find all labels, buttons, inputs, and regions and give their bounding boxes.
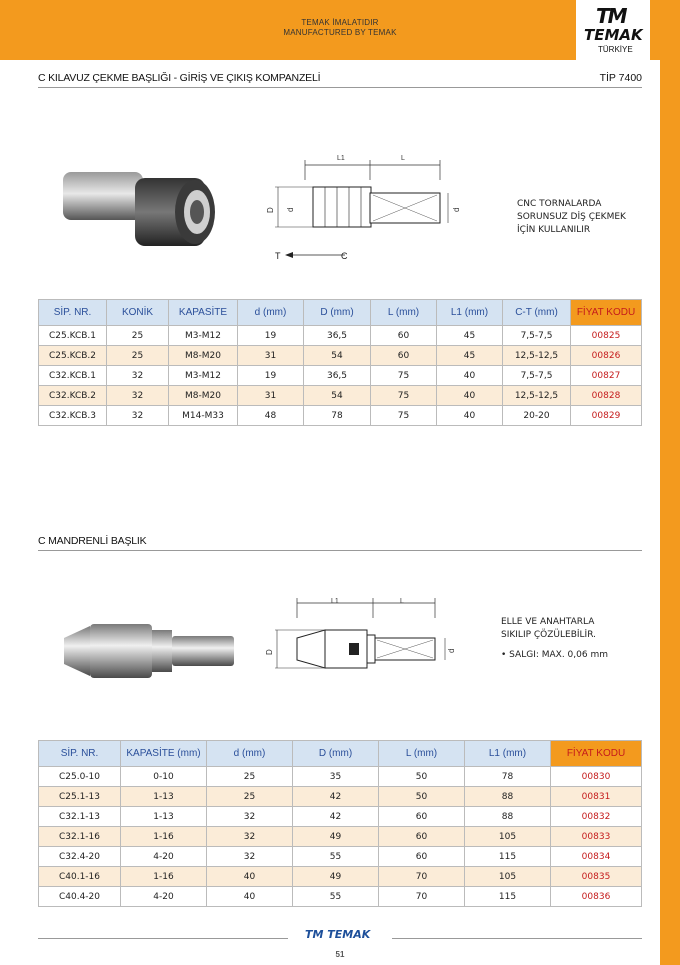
header-line-2: MANUFACTURED BY TEMAK bbox=[283, 28, 397, 37]
page-number: 51 bbox=[335, 950, 345, 959]
note2-line-2: SIKILIP ÇÖZÜLEBİLİR. bbox=[501, 630, 596, 640]
cell: 7,5-7,5 bbox=[503, 326, 571, 346]
cell: 70 bbox=[379, 887, 465, 907]
cell: 75 bbox=[371, 366, 437, 386]
price-cell: 00831 bbox=[551, 787, 642, 807]
cell: C25.1-13 bbox=[39, 787, 121, 807]
col-order-no: SİP. NR. bbox=[39, 741, 121, 767]
cell: 32 bbox=[107, 406, 169, 426]
footer-divider-right bbox=[392, 938, 642, 939]
section2-divider bbox=[38, 550, 642, 551]
diag1-d-label: d bbox=[286, 207, 295, 212]
cell: 50 bbox=[379, 787, 465, 807]
cell: C40.4-20 bbox=[39, 887, 121, 907]
price-cell: 00834 bbox=[551, 847, 642, 867]
table-row bbox=[39, 847, 642, 867]
col-L1: L1 (mm) bbox=[465, 741, 551, 767]
cell: 1-16 bbox=[121, 867, 207, 887]
cell: 1-13 bbox=[121, 787, 207, 807]
diag2-l-label: L bbox=[400, 598, 404, 605]
cell: 70 bbox=[379, 867, 465, 887]
diag2-D-label: D bbox=[265, 649, 274, 655]
table-row bbox=[39, 827, 642, 847]
price-cell: 00829 bbox=[571, 406, 642, 426]
cell: C25.KCB.2 bbox=[39, 346, 107, 366]
cell: 4-20 bbox=[121, 887, 207, 907]
col-d: d (mm) bbox=[238, 300, 304, 326]
cell: 115 bbox=[465, 887, 551, 907]
table-row bbox=[39, 807, 642, 827]
section2-title: C MANDRENLİ BAŞLIK bbox=[38, 535, 147, 547]
cell: 75 bbox=[371, 406, 437, 426]
cell: 19 bbox=[238, 326, 304, 346]
table-row bbox=[39, 406, 642, 426]
cell: 49 bbox=[293, 867, 379, 887]
section2-table bbox=[38, 740, 642, 907]
cell: M3-M12 bbox=[169, 326, 238, 346]
section1-table bbox=[38, 299, 642, 426]
table-row bbox=[39, 787, 642, 807]
cell: 25 bbox=[107, 346, 169, 366]
cell: M14-M33 bbox=[169, 406, 238, 426]
col-order-no: SİP. NR. bbox=[39, 300, 107, 326]
cell: M8-M20 bbox=[169, 386, 238, 406]
cell: 36,5 bbox=[304, 326, 371, 346]
cell: 54 bbox=[304, 386, 371, 406]
cell: C32.KCB.3 bbox=[39, 406, 107, 426]
cell: 0-10 bbox=[121, 767, 207, 787]
cell: C32.KCB.2 bbox=[39, 386, 107, 406]
logo-mark: TM bbox=[596, 4, 626, 28]
cell: 1-13 bbox=[121, 807, 207, 827]
table-row bbox=[39, 767, 642, 787]
temak-logo bbox=[576, 0, 650, 60]
cell: 45 bbox=[437, 346, 503, 366]
cell: M8-M20 bbox=[169, 346, 238, 366]
col-konik: KONİK bbox=[107, 300, 169, 326]
price-cell: 00832 bbox=[551, 807, 642, 827]
cell: 4-20 bbox=[121, 847, 207, 867]
cell: 78 bbox=[465, 767, 551, 787]
note2-line-3: • SALGI: MAX. 0,06 mm bbox=[501, 650, 608, 660]
price-cell: 00826 bbox=[571, 346, 642, 366]
footer-divider-left bbox=[38, 938, 288, 939]
cell: 19 bbox=[238, 366, 304, 386]
cell: 45 bbox=[437, 326, 503, 346]
table-row bbox=[39, 887, 642, 907]
diag1-l1-label: L1 bbox=[337, 155, 345, 162]
cell: 60 bbox=[371, 346, 437, 366]
col-d: d (mm) bbox=[207, 741, 293, 767]
col-D: D (mm) bbox=[304, 300, 371, 326]
header-line-1: TEMAK İMALATIDIR bbox=[301, 18, 379, 27]
cell: 31 bbox=[238, 346, 304, 366]
section1-title: C KILAVUZ ÇEKME BAŞLIĞI - GİRİŞ VE ÇIKIŞ KOMPANZELİ bbox=[38, 72, 321, 84]
cell: 42 bbox=[293, 807, 379, 827]
cell: C32.1-16 bbox=[39, 827, 121, 847]
cell: C25.KCB.1 bbox=[39, 326, 107, 346]
cell: 32 bbox=[207, 807, 293, 827]
cell: C32.KCB.1 bbox=[39, 366, 107, 386]
price-cell: 00836 bbox=[551, 887, 642, 907]
cell: 12,5-12,5 bbox=[503, 386, 571, 406]
cell: 50 bbox=[379, 767, 465, 787]
cell: 1-16 bbox=[121, 827, 207, 847]
col-ct: C-T (mm) bbox=[503, 300, 571, 326]
table-row bbox=[39, 326, 642, 346]
cell: 36,5 bbox=[304, 366, 371, 386]
col-price-code: FİYAT KODU bbox=[551, 741, 642, 767]
cell: C32.1-13 bbox=[39, 807, 121, 827]
cell: 60 bbox=[379, 807, 465, 827]
cell: 88 bbox=[465, 787, 551, 807]
diag1-c-label: C bbox=[341, 251, 348, 261]
cell: 32 bbox=[207, 847, 293, 867]
col-L: L (mm) bbox=[379, 741, 465, 767]
section2-note bbox=[501, 616, 608, 662]
cell: 75 bbox=[371, 386, 437, 406]
cell: 40 bbox=[437, 366, 503, 386]
cell: 55 bbox=[293, 847, 379, 867]
cell: M3-M12 bbox=[169, 366, 238, 386]
col-L: L (mm) bbox=[371, 300, 437, 326]
price-cell: 00825 bbox=[571, 326, 642, 346]
cell: 105 bbox=[465, 827, 551, 847]
col-D: D (mm) bbox=[293, 741, 379, 767]
header-bar bbox=[0, 0, 680, 60]
chuck-holder-photo bbox=[60, 620, 240, 682]
note1-line-2: SORUNSUZ DİŞ ÇEKMEK bbox=[517, 212, 626, 222]
price-cell: 00835 bbox=[551, 867, 642, 887]
col-L1: L1 (mm) bbox=[437, 300, 503, 326]
cell: 42 bbox=[293, 787, 379, 807]
cell: 54 bbox=[304, 346, 371, 366]
cell: 40 bbox=[207, 887, 293, 907]
cell: 32 bbox=[107, 366, 169, 386]
cell: 55 bbox=[293, 887, 379, 907]
col-kapasite: KAPASİTE (mm) bbox=[121, 741, 207, 767]
chuck-holder-diagram bbox=[255, 593, 470, 688]
col-kapasite: KAPASİTE bbox=[169, 300, 238, 326]
col-price-code: FİYAT KODU bbox=[571, 300, 642, 326]
cell: 78 bbox=[304, 406, 371, 426]
cell: 60 bbox=[371, 326, 437, 346]
section1-divider bbox=[38, 87, 642, 88]
cell: 20-20 bbox=[503, 406, 571, 426]
cell: 40 bbox=[437, 386, 503, 406]
cell: 60 bbox=[379, 847, 465, 867]
cell: 60 bbox=[379, 827, 465, 847]
diag1-t-label: T bbox=[275, 251, 281, 261]
cell: 35 bbox=[293, 767, 379, 787]
diag2-l1-label: L1 bbox=[331, 598, 339, 605]
note1-line-3: İÇİN KULLANILIR bbox=[517, 225, 591, 235]
cell: 49 bbox=[293, 827, 379, 847]
cell: 25 bbox=[207, 787, 293, 807]
tap-holder-photo bbox=[55, 160, 220, 255]
cell: C25.0-10 bbox=[39, 767, 121, 787]
section1-note bbox=[517, 198, 626, 237]
note1-line-1: CNC TORNALARDA bbox=[517, 199, 602, 209]
cell: 115 bbox=[465, 847, 551, 867]
cell: 40 bbox=[207, 867, 293, 887]
cell: C32.4-20 bbox=[39, 847, 121, 867]
cell: 32 bbox=[107, 386, 169, 406]
cell: C40.1-16 bbox=[39, 867, 121, 887]
cell: 105 bbox=[465, 867, 551, 887]
tap-holder-diagram bbox=[245, 145, 475, 265]
price-cell: 00830 bbox=[551, 767, 642, 787]
price-cell: 00827 bbox=[571, 366, 642, 386]
diag2-d-label: d bbox=[447, 648, 456, 653]
footer-logo: TM TEMAK bbox=[305, 928, 371, 941]
note2-line-1: ELLE VE ANAHTARLA bbox=[501, 617, 595, 627]
table-row bbox=[39, 867, 642, 887]
price-cell: 00833 bbox=[551, 827, 642, 847]
cell: 32 bbox=[207, 827, 293, 847]
cell: 40 bbox=[437, 406, 503, 426]
table-row bbox=[39, 386, 642, 406]
diag1-D-label: D bbox=[266, 207, 275, 213]
table-row bbox=[39, 346, 642, 366]
cell: 31 bbox=[238, 386, 304, 406]
diag1-l-label: L bbox=[401, 155, 405, 162]
table-row bbox=[39, 366, 642, 386]
diag1-d-right-label: d bbox=[452, 207, 461, 212]
cell: 7,5-7,5 bbox=[503, 366, 571, 386]
logo-text: TEMAK bbox=[584, 26, 643, 44]
cell: 12,5-12,5 bbox=[503, 346, 571, 366]
cell: 88 bbox=[465, 807, 551, 827]
cell: 25 bbox=[207, 767, 293, 787]
logo-country: TÜRKİYE bbox=[598, 45, 633, 54]
cell: 48 bbox=[238, 406, 304, 426]
section1-type: TİP 7400 bbox=[599, 72, 642, 84]
cell: 25 bbox=[107, 326, 169, 346]
right-accent-bar bbox=[660, 60, 680, 965]
price-cell: 00828 bbox=[571, 386, 642, 406]
